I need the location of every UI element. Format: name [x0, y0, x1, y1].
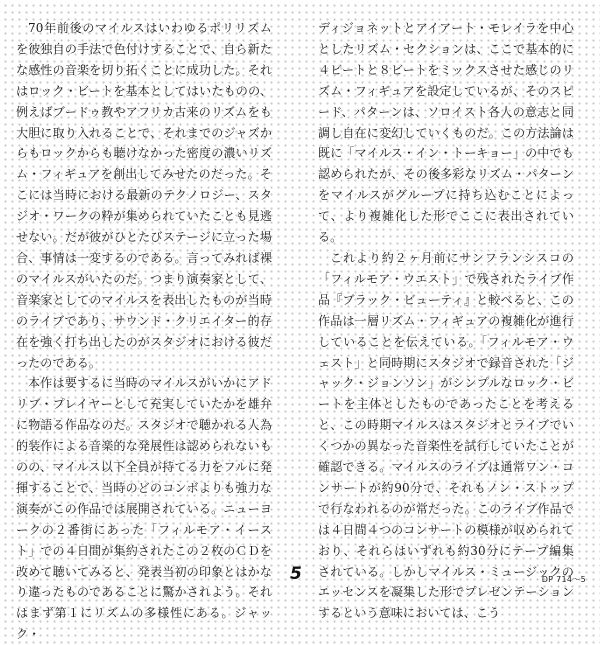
catalog-number: DP 714〜5 — [541, 575, 586, 584]
page-number: 5 — [290, 564, 302, 584]
body-paragraph: 70年前後のマイルスはいわゆるポリリズムを彼独自の手法で色付けすることで、自ら新たな感性の音楽を切り拓くことに成功した。それはロック・ビートを基本としてはいたものの、例えばブードゥ教やアフリカ古来のリズムをも大胆に取り入れることで、それまでのジャズからもロックからも聴けなかった密度の濃いリズム・フィギュアを創出してみせたのだった。そこには当時における最新のテクノロジー、スタジオ・ワークの粋が集められていたことも見逃せない。だが彼がひとたびステージに立った場合、事情は一変するのである。言ってみれば裸のマイルスがいたのだ。つまり演奏家として、音楽家としてのマイルスを表出したものが当時のライブであり、サウンド・クリエイター的存在を強く打ち出したのがスタジオにおける彼だったのである。 — [16, 21, 272, 370]
body-paragraph: これより約２ヶ月前にサンフランシスコの「フィルモア・ウエスト」で残されたライブ作品『ブラック・ビューティ』と較べると、この作品は一層リズム・フィギュアの複雑化が進行していることを伝えている。「フィルモア・ウェスト」と同時期にスタジオで録音された「ジャック・ジョンソン」がシンプルなロック・ビートを主体としたものであったことを考えると、この時期マイルスはスタジオとライブでいくつかの異なった音楽性を試行していたことが確認できる。マイルスのライブは通常ワン・コンサートが約90分で、それもノン・ストップで行なわれるのが常だった。このライブ作品では４日間４つのコンサートの模様が収められており、それらはいずれも約30分にテープ編集されている。しかしマイルス・ミュージックのエッセンスを凝集した形でプレゼンテーションするという意味においては、こう — [318, 250, 574, 621]
body-paragraph-continued: ディジョネットとアイアート・モレイラを中心としたリズム・セクションは、ここで基本的に４ビートと８ビートをミックスさせた感じのリズム・フィギュアを設定しているが、そのスピード、パターンは、ソロイスト各人の意志と同調し自在に変幻していくものだ。この方法論は既に「マイルス・イン・トーキョー」の中でも認められたが、その後多彩なリズム・パターンをマイルスがグループに持ち込むことによって、より複雑化した形でここに表出されている。 — [318, 21, 574, 245]
right-text-column — [318, 18, 574, 624]
body-paragraph: 本作は要するに当時のマイルスがいかにアドリブ・プレイヤーとして充実していたかを雄弁に物語る作品なのだ。スタジオで聴かれる人為的装作による音楽的な発展性は認められないものの、マイルス以下全員が持てる力をフルに発揮することで、当時のどのコンボよりも強力な演奏がこの作品では展開されている。ニューヨークの２番街にあった「フィルモア・イースト」での４日間が集約されたこの２枚のＣＤを改めて聴いてみると、発表当初の印象とはかなり違ったものであることに驚かされよう。それはまず第１にリズムの多様性にある。ジャック・ — [16, 376, 272, 642]
left-text-column — [16, 18, 272, 645]
